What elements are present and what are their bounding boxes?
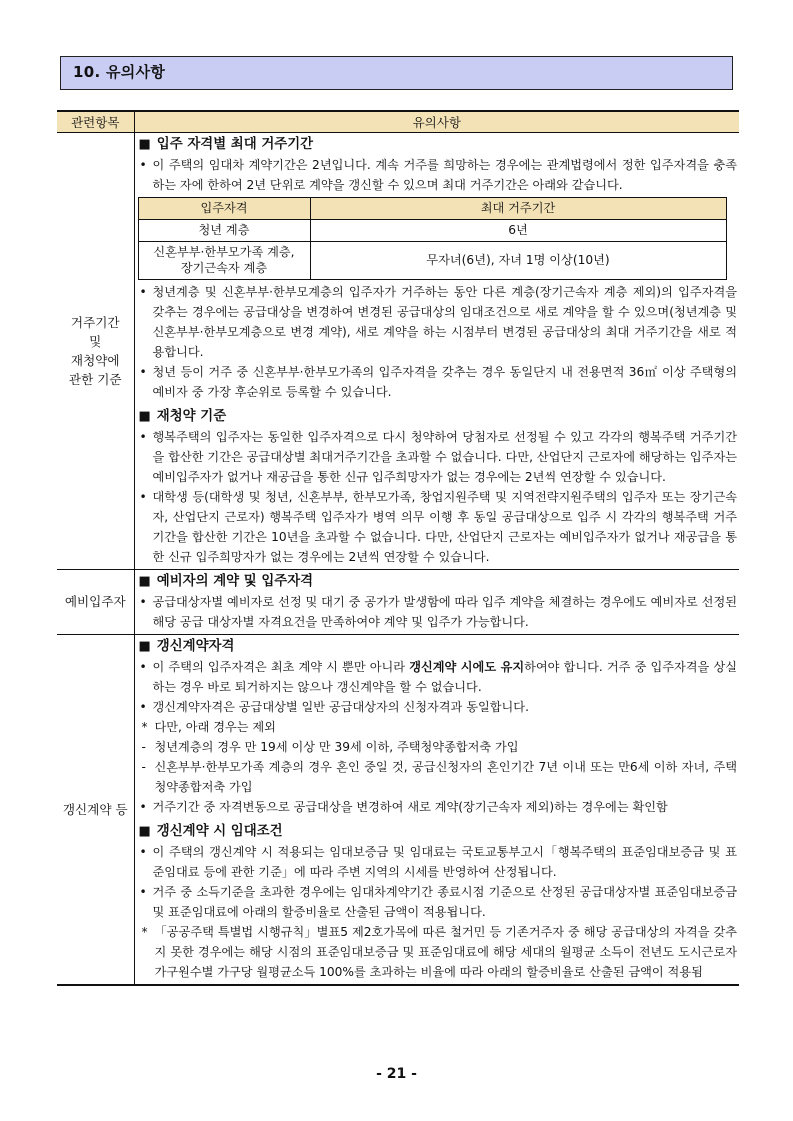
block-title: ■ 갱신계약 시 임대조건 bbox=[138, 823, 283, 839]
header-precautions: 유의사항 bbox=[134, 111, 739, 132]
inner-cell: 신혼부부·한부모가족 계층, 장기근속자 계층 bbox=[138, 241, 310, 279]
inner-header-max-period: 최대 거주기간 bbox=[310, 197, 726, 219]
row-content-renewal bbox=[134, 634, 739, 985]
square-bullet-icon: ■ bbox=[138, 408, 151, 424]
bullet-item: • 이 주택의 갱신계약 시 적용되는 임대보증금 및 임대료는 국토교통부고시「행복주택의 표준임대보증금 및 표준임대료 등에 관한 기준」에 따라 주변 지역의 시세를 반영하여 산정됩니다. bbox=[137, 842, 738, 882]
bullet-item: • 거주 중 소득기준을 초과한 경우에는 임대차계약기간 종료시점 기준으로 산정된 공급대상자별 표준임대보증금 및 표준임대료에 아래의 할증비율로 산출된 금액이 적용됩니다. bbox=[137, 882, 738, 922]
precautions-table bbox=[57, 110, 739, 986]
bullet-item: • 청년계층 및 신혼부부·한부모계층의 입주자가 거주하는 동안 다른 계층(장기근속자 계층 제외)의 입주자격을 갖추는 경우에는 공급대상을 변경하여 변경된 공급대상의 임대조건으로 새로 계약을 할 수 있으며(청년계층 및 신혼부부·한부모계층으로 변경 계약), 새로 계약을 하는 시점부터 변경된 공급대상의 최대 거주기간을 새로 적용합니다. bbox=[137, 282, 738, 362]
block-title: ■ 입주 자격별 최대 거주기간 bbox=[138, 136, 314, 152]
inner-header-qualification: 입주자격 bbox=[138, 197, 310, 219]
header-related-item: 관련항목 bbox=[57, 111, 134, 132]
section-title: 10. 유의사항 bbox=[60, 56, 733, 90]
table-row bbox=[57, 634, 739, 985]
inner-cell: 무자녀(6년), 자녀 1명 이상(10년) bbox=[310, 241, 726, 279]
block-title: ■ 갱신계약자격 bbox=[138, 638, 235, 654]
bullet-item: • 행복주택의 입주자는 동일한 입주자격으로 다시 청약하여 당첨자로 선정될 수 있고 각각의 행복주택 거주기간을 합산한 기간은 공급대상별 최대거주기간을 초과할 수 없습니다. 다만, 산업단지 근로자에 해당하는 입주자는 예비입주자가 없거나 재공급을 통한 신규 입주희망자가 없는 경우에는 2년씩 연장할 수 있습니다. bbox=[137, 427, 738, 487]
bullet-item: • 갱신계약자격은 공급대상별 일반 공급대상자의 신청자격과 동일합니다. bbox=[137, 697, 738, 717]
note-item: * 다만, 아래 경우는 제외 bbox=[137, 717, 738, 737]
row-label-residence: 거주기간 및 재청약에 관한 기준 bbox=[57, 132, 134, 569]
inner-cell: 청년 계층 bbox=[138, 219, 310, 241]
dash-item: - 신혼부부·한부모가족 계층의 경우 혼인 중일 것, 공급신청자의 혼인기간 7년 이내 또는 만6세 이하 자녀, 주택청약종합저축 가입 bbox=[137, 757, 738, 797]
table-row bbox=[57, 569, 739, 634]
square-bullet-icon: ■ bbox=[138, 573, 151, 589]
square-bullet-icon: ■ bbox=[138, 823, 151, 839]
inner-cell: 6년 bbox=[310, 219, 726, 241]
page-number: - 21 - bbox=[376, 1066, 417, 1082]
row-label-renewal: 갱신계약 등 bbox=[57, 634, 134, 985]
block-title: ■ 예비자의 계약 및 입주자격 bbox=[138, 573, 314, 589]
table-header-row bbox=[57, 111, 739, 132]
bullet-item: • 대학생 등(대학생 및 청년, 신혼부부, 한부모가족, 창업지원주택 및 지역전략지원주택의 입주자 또는 장기근속자, 산업단지 근로자) 행복주택 입주자가 병역 의무 이행 후 동일 공급대상으로 입주 시 각각의 행복주택 거주기간을 합산한 기간은 10년을 초과할 수 없습니다. 다만, 산업단지 근로자는 예비입주자가 없거나 재공급을 통한 신규 입주희망자가 없는 경우에는 2년씩 연장할 수 있습니다. bbox=[137, 487, 738, 567]
square-bullet-icon: ■ bbox=[138, 136, 151, 152]
table-row bbox=[57, 132, 739, 569]
bullet-item: • 이 주택의 임대차 계약기간은 2년입니다. 계속 거주를 희망하는 경우에는 관계법령에서 정한 입주자격을 충족하는 자에 한하여 2년 단위로 계약을 갱신할 수 있으며 최대 거주기간은 아래와 같습니다. bbox=[137, 155, 738, 195]
row-label-waitlist: 예비입주자 bbox=[57, 569, 134, 634]
bullet-item: • 공급대상자별 예비자로 선정 및 대기 중 공가가 발생함에 따라 입주 계약을 체결하는 경우에도 예비자로 선정된 해당 공급 대상자별 자격요건을 만족하여야 계약 및 입주가 가능합니다. bbox=[137, 592, 738, 632]
max-residence-table bbox=[138, 197, 727, 280]
bullet-item: • 거주기간 중 자격변동으로 공급대상을 변경하여 새로 계약(장기근속자 제외)하는 경우에는 확인함 bbox=[137, 797, 738, 817]
bullet-item: • 청년 등이 거주 중 신혼부부·한부모가족의 입주자격을 갖추는 경우 동일단지 내 전용면적 36㎡ 이상 주택형의 예비자 중 가장 후순위로 등록할 수 있습니다. bbox=[137, 362, 738, 402]
row-content-residence bbox=[134, 132, 739, 569]
block-title: ■ 재청약 기준 bbox=[138, 408, 227, 424]
dash-item: - 청년계층의 경우 만 19세 이상 만 39세 이하, 주택청약종합저축 가입 bbox=[137, 737, 738, 757]
note-item: * 「공공주택 특별법 시행규칙」별표5 제2호가목에 따른 철거민 등 기존거주자 중 해당 공급대상의 자격을 갖추지 못한 경우에는 해당 시점의 표준임대보증금 및 표준임대료에 해당 세대의 월평균 소득이 전년도 도시근로자 가구원수별 가구당 월평균소득 100%를 초과하는 비율에 따라 아래의 할증비율로 산출된 금액이 적용됨 bbox=[137, 922, 738, 982]
bullet-item: • 이 주택의 입주자격은 최초 계약 시 뿐만 아니라 갱신계약 시에도 유지하여야 합니다. 거주 중 입주자격을 상실하는 경우 바로 퇴거하지는 않으나 갱신계약을 할 수 없습니다. bbox=[137, 657, 738, 697]
square-bullet-icon: ■ bbox=[138, 638, 151, 654]
row-content-waitlist bbox=[134, 569, 739, 634]
